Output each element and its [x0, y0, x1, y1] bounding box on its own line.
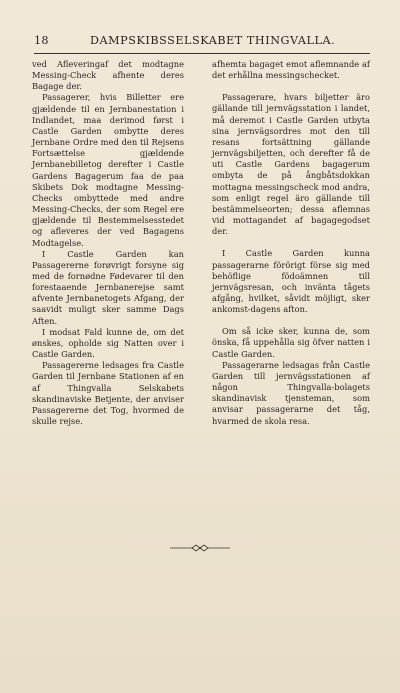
paragraph: ved Afleveringaf det modtagne Messing-Check afhente deres Bagage der. — [32, 59, 184, 92]
danish-column — [32, 59, 184, 427]
page-header — [34, 34, 370, 52]
page-number: 18 — [34, 34, 49, 47]
paragraph: I Castle Garden kan Passagererne forøvrigt forsyne sig med de fornødne Fødevarer til den forestaaende Jernbanerejse samt afvente Jernbanetogets Afgang, der saavidt muligt sker samme Dags Aften. — [32, 248, 184, 326]
paragraph: Passagererne ledsages fra Castle Garden til Jernbane Stationen af en af Thingvalla Selskabets skandinaviske Betjente, der anviser Passagererne det Tog, hvormed de skulle rejse. — [32, 360, 184, 426]
swedish-column — [212, 59, 370, 427]
paragraph: Passagerer, hvis Billetter ere gjældende til en Jernbanestation i Indlandet, maa derimod først i Castle Garden ombytte deres Jernbane Ordre med den til Rejsens Fortsættelse gjældende Jernbanebilletog derefter i Castle Gardens Bagagerum faa de paa Skibets Dok modtagne Messing-Checks ombyttede med andre Messing-Checks, der som Regel ere gjældende til Bestemmelsesstedet og afleveres der ved Bagagens Modtagelse. — [32, 92, 184, 248]
paragraph: Passagerare, hvars biljetter äro gällande till jernvägsstation i landet, må deremot i Castle Garden utbyta sina jernvägsordres mot den till resans fortsättning gällande jernvägsbiljetten, och derefter få de uti Castle Gardens bagagerum ombyta de på ångbåtsdokkan mottagna messingscheck mod andra, som enligt regel äro gällande till bestämmelseorten; dessa aflemnas vid mottagandet af bagagegodset der. — [212, 92, 370, 237]
paragraph: Om så icke sker, kunna de, som önska, få uppehålla sig öfver natten i Castle Garden. — [212, 326, 370, 359]
running-title: DAMPSKIBSSELSKABET THINGVALLA. — [90, 34, 336, 47]
paragraph: I Castle Garden kunna passagerarne förörigt förse sig med behöflige födoämnen till jernvägsresan, och invänta tågets afgång, hvilket, såvidt möjligt, sker ankomst-dagens afton. — [212, 248, 370, 315]
paragraph: afhemta bagaget emot aflemnande af det erhållna messingschecket. — [212, 59, 370, 81]
fleuron-ornament-icon — [168, 543, 232, 553]
paragraph: Passagerarne ledsagas från Castle Garden till jernvägsstationen af någon Thingvalla-bolagets skandinavisk tjensteman, som anvisar passagerarne det tåg, hvarmed de skola resa. — [212, 359, 370, 426]
header-rule — [34, 53, 370, 54]
paragraph: I modsat Fald kunne de, om det ønskes, opholde sig Natten over i Castle Garden. — [32, 326, 184, 360]
